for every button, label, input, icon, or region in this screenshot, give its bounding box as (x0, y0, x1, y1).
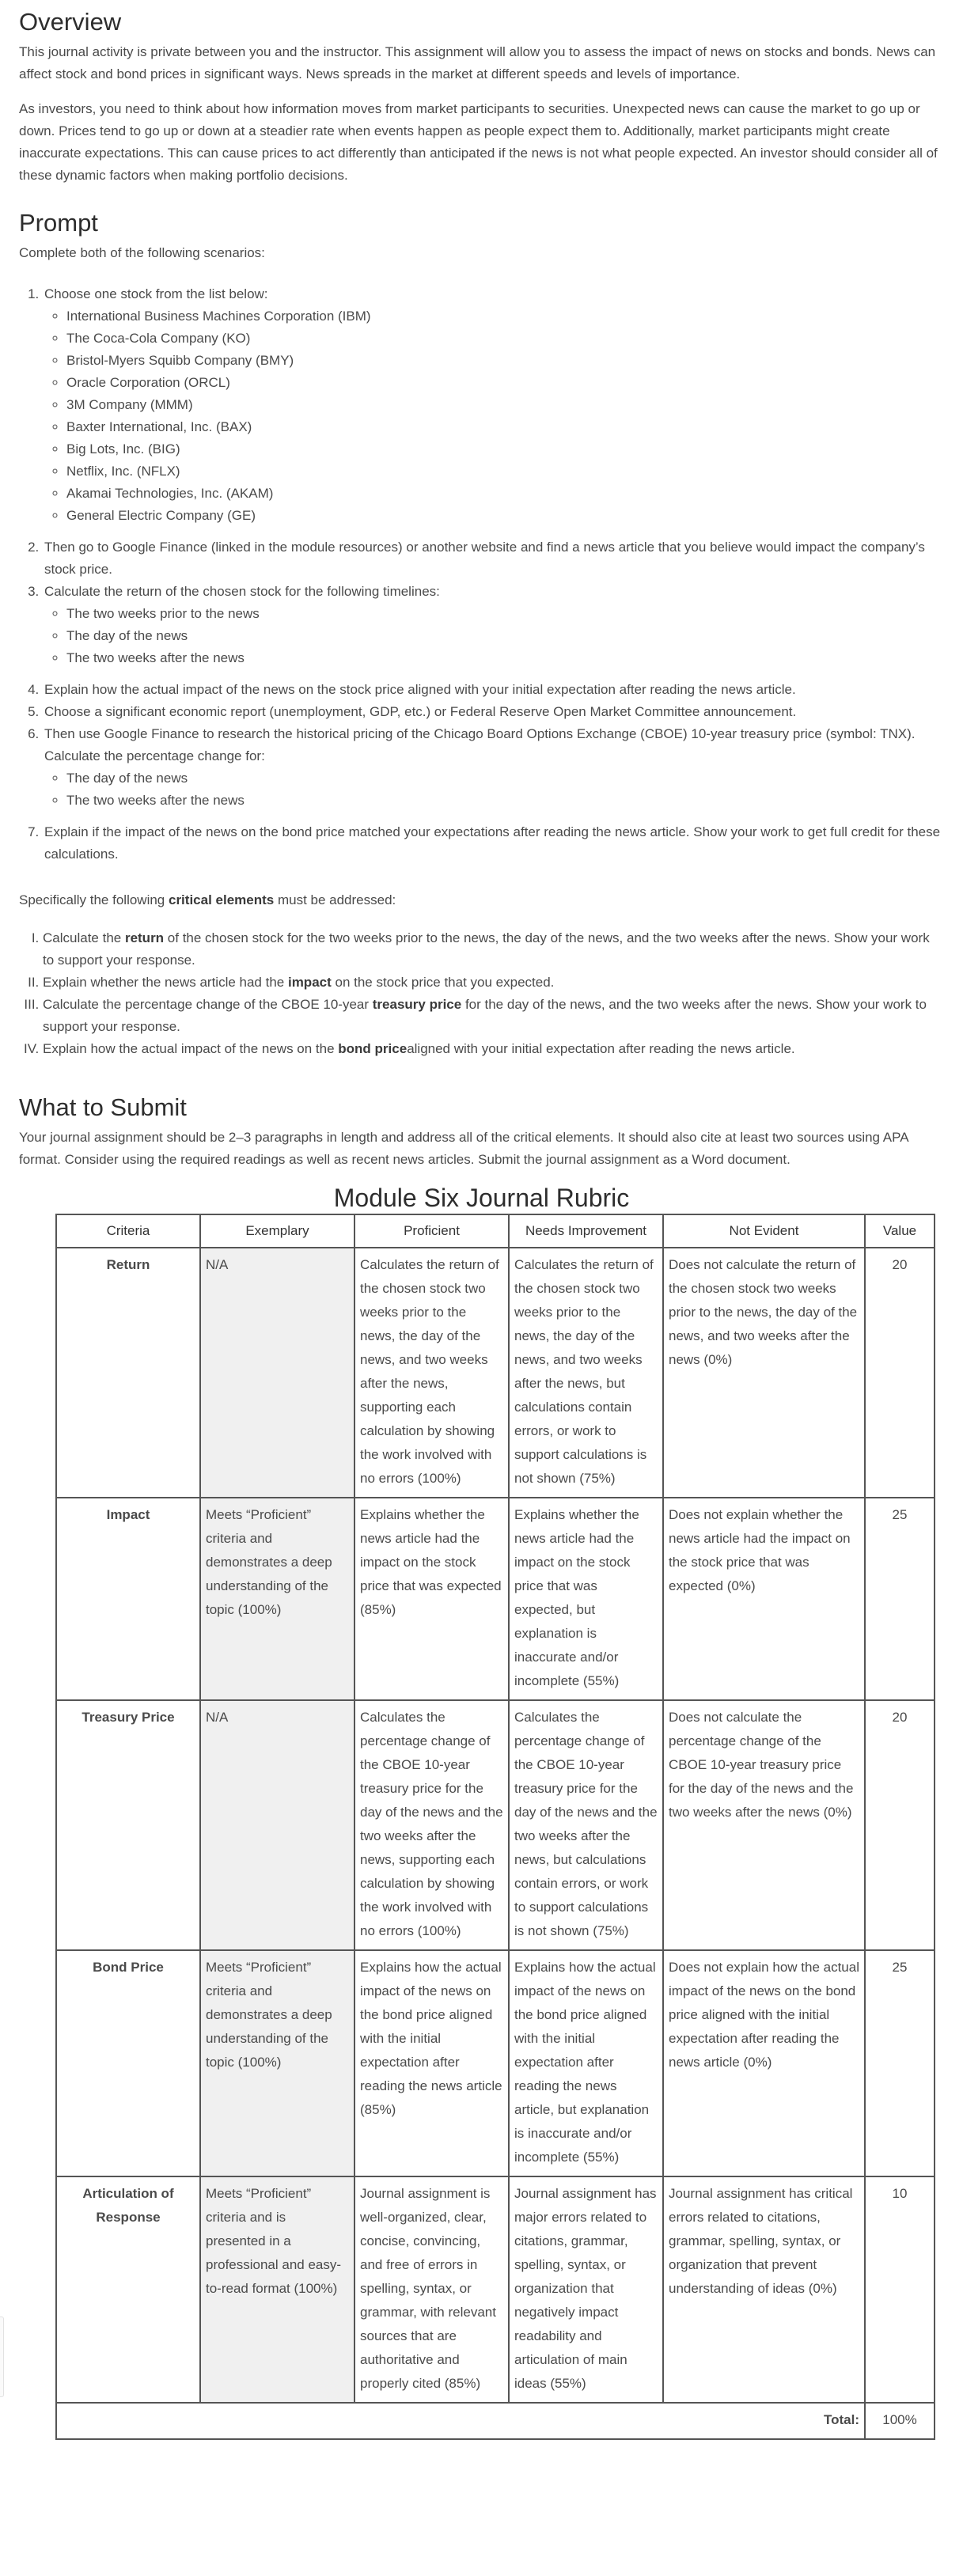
needs-improvement-cell: Journal assignment has major errors related to citations, grammar, spelling, syntax, or organization that negatively impact readability and articulation of main ideas (55%) (509, 2176, 663, 2403)
timeline-item: ◦ The two weeks prior to the news (66, 603, 944, 625)
stock-item: ◦ General Electric Company (GE) (66, 505, 944, 527)
timeline-list (44, 603, 944, 669)
table-row (56, 1498, 935, 1700)
critical-term-bond-price: bond price (338, 1041, 408, 1056)
exemplary-cell: N/A (200, 1248, 354, 1498)
stock-item: ◦ Akamai Technologies, Inc. (AKAM) (66, 483, 944, 505)
total-label: Total: (56, 2403, 865, 2439)
needs-improvement-cell: Explains how the actual impact of the news on the bond price aligned with the initial expectation after reading the news article, but explanation is inaccurate and/or incomplete (55%) (509, 1950, 663, 2176)
what-to-submit-section (19, 1092, 944, 1171)
proficient-cell: Journal assignment is well-organized, clear, concise, convincing, and free of errors in spelling, syntax, or grammar, with relevant sources that are authoritative and properly cited (85%) (354, 2176, 509, 2403)
overview-paragraph-1: This journal activity is private between you and the instructor. This assignment will allow you to assess the impact of news on stocks and bonds. News can affect stock and bond prices in significant ways. News spreads in the market at different speeds and levels of importance. (19, 44, 936, 81)
column-header: Exemplary (200, 1214, 354, 1248)
text-run: Calculate the percentage change of the CBOE 10-year (43, 997, 373, 1012)
critical-element-item (43, 1038, 944, 1060)
not-evident-cell: Does not explain how the actual impact of the news on the bond price aligned with the initial expectation after reading the news article (0%) (663, 1950, 865, 2176)
stock-item: ◦ Baxter International, Inc. (BAX) (66, 416, 944, 438)
proficient-cell: Explains whether the news article had the impact on the stock price that was expected (85%) (354, 1498, 509, 1700)
step-item: 7. Explain if the impact of the news on the bond price matched your expectations after reading the news article. Show your work to get full credit for these calculations. (43, 821, 944, 866)
total-row (56, 2403, 935, 2439)
exemplary-cell: Meets “Proficient” criteria and demonstrates a deep understanding of the topic (100%) (200, 1950, 354, 2176)
text-run: aligned with your initial expectation after reading the news article. (407, 1041, 795, 1056)
critical-term-treasury-price: treasury price (372, 997, 462, 1012)
timeline-item: ◦ The two weeks after the news (66, 647, 944, 669)
text-run: Calculate the (43, 930, 125, 945)
treasury-timeline-list (44, 767, 944, 812)
criteria-cell: Treasury Price (56, 1700, 200, 1950)
step-item: 5. Choose a significant economic report (unemployment, GDP, etc.) or Federal Reserve Open Market Committee announcement. (43, 701, 944, 723)
table-row (56, 1950, 935, 2176)
text-run: Explain how the actual impact of the news on the (43, 1041, 339, 1056)
timeline-item: ◦ The two weeks after the news (66, 790, 944, 812)
step-item (43, 283, 944, 527)
exemplary-cell: N/A (200, 1700, 354, 1950)
stock-item: ◦ International Business Machines Corporation (IBM) (66, 305, 944, 328)
stock-item: ◦ The Coca-Cola Company (KO) (66, 328, 944, 350)
step-item: 2. Then go to Google Finance (linked in the module resources) or another website and find a news article that you believe would impact the company’s stock price. (43, 536, 944, 581)
prompt-section (19, 207, 944, 1060)
rubric-header-row (56, 1214, 935, 1248)
critical-elements-list (19, 927, 944, 1060)
step-text: Calculate the return of the chosen stock for the following timelines: (44, 584, 440, 599)
column-header: Criteria (56, 1214, 200, 1248)
rubric-table (55, 1214, 935, 2440)
overview-paragraph-2: As investors, you need to think about how information moves from market participants to securities. Unexpected news can cause the market to go up or down. Prices tend to go up or down at a steadier rate when events happen as people expect them to. Additionally, market participants might create inaccurate expectations. This can cause prices to act differently than anticipated if the news is not what people expected. An investor should consider all of these dynamic factors when making portfolio decisions. (19, 101, 938, 183)
step-item (43, 581, 944, 669)
column-header: Proficient (354, 1214, 509, 1248)
prompt-steps (19, 283, 944, 866)
column-header: Value (865, 1214, 935, 1248)
step-item: 4. Explain how the actual impact of the news on the stock price aligned with your initial expectation after reading the news article. (43, 679, 944, 701)
exemplary-cell: Meets “Proficient” criteria and demonstrates a deep understanding of the topic (100%) (200, 1498, 354, 1700)
text-run: of the chosen stock for the two weeks prior to the news, the day of the news, and the two weeks after the news. Show your work to support your response. (43, 930, 930, 968)
critical-elements-term: critical elements (168, 892, 275, 907)
timeline-item: ◦ The day of the news (66, 767, 944, 790)
text-run: Explain whether the news article had the (43, 975, 288, 990)
not-evident-cell: Does not explain whether the news article had the impact on the stock price that was expected (0%) (663, 1498, 865, 1700)
total-value: 100% (865, 2403, 935, 2439)
criteria-cell: Bond Price (56, 1950, 200, 2176)
text-run: for the day of the news, and the two weeks after the news. Show your work to support your response. (43, 997, 927, 1034)
proficient-cell: Calculates the percentage change of the CBOE 10-year treasury price for the day of the news and the two weeks after the news, supporting each calculation by showing the work involved with no errors (100%) (354, 1700, 509, 1950)
needs-improvement-cell: Explains whether the news article had the impact on the stock price that was expected, but explanation is inaccurate and/or incomplete (55%) (509, 1498, 663, 1700)
stock-item: ◦ Netflix, Inc. (NFLX) (66, 460, 944, 483)
prompt-heading: Prompt (19, 209, 98, 237)
rubric-title: Module Six Journal Rubric (333, 1184, 630, 1212)
side-panel-handle[interactable] (0, 2317, 4, 2397)
value-cell: 20 (865, 1248, 935, 1498)
text-run: Specifically the following (19, 892, 169, 907)
overview-section (19, 0, 944, 187)
column-header: Needs Improvement (509, 1214, 663, 1248)
value-cell: 25 (865, 1498, 935, 1700)
step-item (43, 723, 944, 812)
not-evident-cell: Does not calculate the percentage change of the CBOE 10-year treasury price for the day of the news and the two weeks after the news (0%) (663, 1700, 865, 1950)
step-text: Then use Google Finance to research the historical pricing of the Chicago Board Options Exchange (CBOE) 10-year treasury price (symbol: TNX). Calculate the percentage change for: (44, 726, 916, 763)
critical-element-item (43, 994, 944, 1038)
needs-improvement-cell: Calculates the percentage change of the CBOE 10-year treasury price for the day of the news and the two weeks after the news, but calculations contain errors, or work to support calculations is not shown (75%) (509, 1700, 663, 1950)
stock-item: ◦ Oracle Corporation (ORCL) (66, 372, 944, 394)
table-row (56, 2176, 935, 2403)
criteria-cell: Return (56, 1248, 200, 1498)
proficient-cell: Calculates the return of the chosen stock two weeks prior to the news, the day of the news, and two weeks after the news, supporting each calculation by showing the work involved with no errors (100%) (354, 1248, 509, 1498)
criteria-cell: Impact (56, 1498, 200, 1700)
critical-term-impact: impact (287, 975, 332, 990)
text-run: on the stock price that you expected. (331, 975, 555, 990)
needs-improvement-cell: Calculates the return of the chosen stock two weeks prior to the news, the day of the news, and two weeks after the news, but calculations contain errors, or work to support calculations is not shown (75%) (509, 1248, 663, 1498)
value-cell: 20 (865, 1700, 935, 1950)
critical-element-item (43, 972, 944, 994)
what-to-submit-heading: What to Submit (19, 1093, 187, 1121)
proficient-cell: Explains how the actual impact of the news on the bond price aligned with the initial expectation after reading the news article (85%) (354, 1950, 509, 2176)
critical-element-item (43, 927, 944, 972)
critical-term-return: return (124, 930, 165, 945)
criteria-cell: Articulation of Response (56, 2176, 200, 2403)
step-text: Choose one stock from the list below: (44, 286, 268, 301)
what-to-submit-text: Your journal assignment should be 2–3 paragraphs in length and address all of the critical elements. It should also cite at least two sources using APA format. Consider using the required readings as well as recent news articles. Submit the journal assignment as a Word document. (19, 1130, 908, 1167)
critical-elements-intro (19, 889, 944, 911)
value-cell: 10 (865, 2176, 935, 2403)
not-evident-cell: Journal assignment has critical errors related to citations, grammar, spelling, syntax, or organization that prevent understanding of ideas (0%) (663, 2176, 865, 2403)
column-header: Not Evident (663, 1214, 865, 1248)
stock-item: ◦ 3M Company (MMM) (66, 394, 944, 416)
timeline-item: ◦ The day of the news (66, 625, 944, 647)
overview-heading: Overview (19, 8, 122, 36)
stock-item: ◦ Bristol-Myers Squibb Company (BMY) (66, 350, 944, 372)
exemplary-cell: Meets “Proficient” criteria and is presented in a professional and easy-to-read format (100%) (200, 2176, 354, 2403)
stock-list (44, 305, 944, 527)
not-evident-cell: Does not calculate the return of the chosen stock two weeks prior to the news, the day of the news, and two weeks after the news (0%) (663, 1248, 865, 1498)
value-cell: 25 (865, 1950, 935, 2176)
table-row (56, 1700, 935, 1950)
text-run: must be addressed: (274, 892, 396, 907)
table-row (56, 1248, 935, 1498)
prompt-intro: Complete both of the following scenarios: (19, 245, 265, 260)
stock-item: ◦ Big Lots, Inc. (BIG) (66, 438, 944, 460)
